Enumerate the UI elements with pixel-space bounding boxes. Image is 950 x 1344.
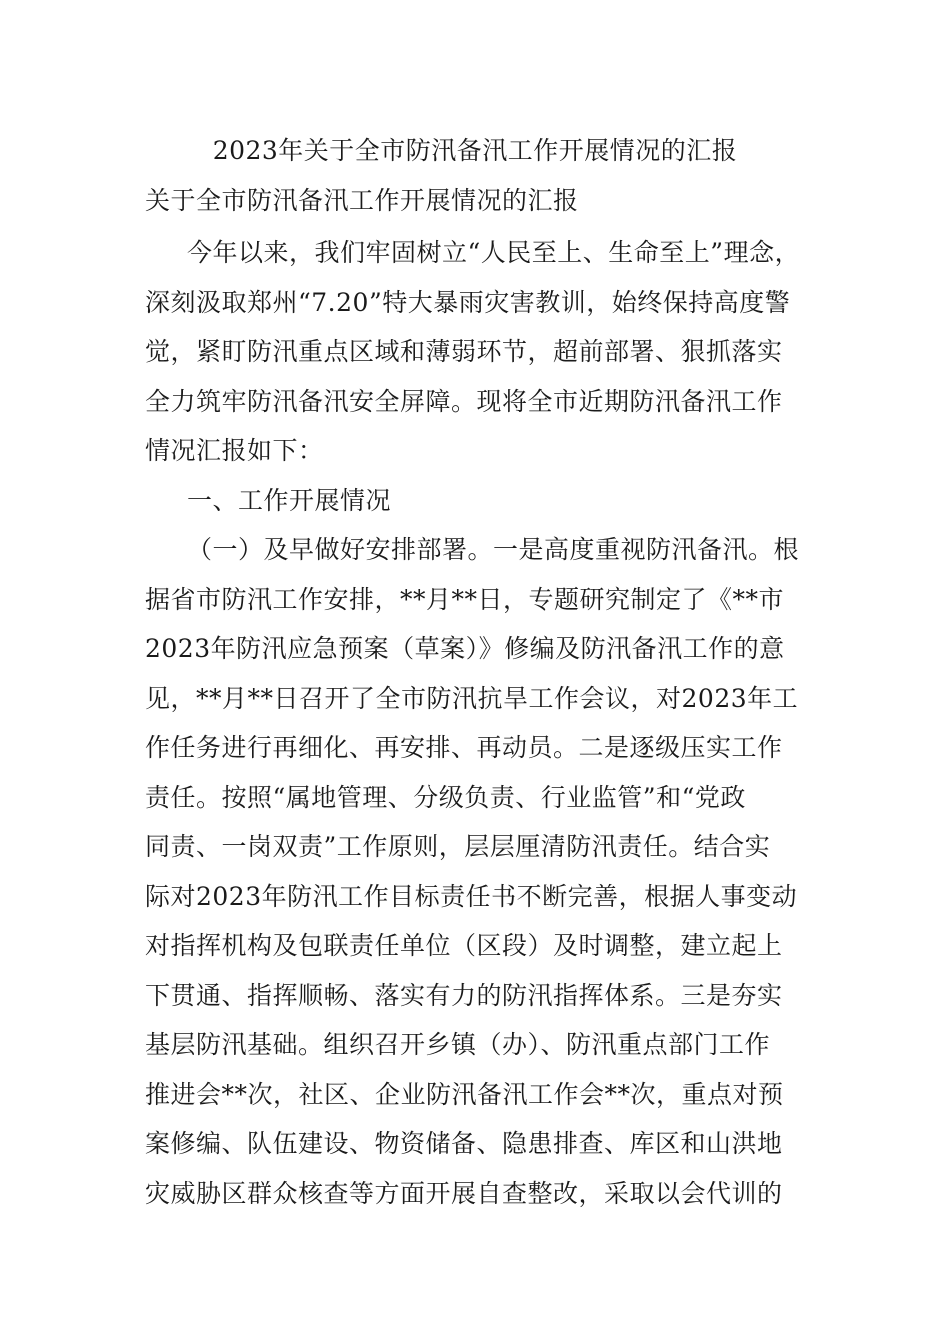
document-subtitle: 关于全市防汛备汛工作开展情况的汇报 [145,186,579,215]
text-line: 对指挥机构及包联责任单位（区段）及时调整，建立起上 [145,931,783,960]
text-line: 作任务进行再细化、再安排、再动员。二是逐级压实工作 [145,733,783,762]
text-line: 责任。按照“属地管理、分级负责、行业监管”和“党政 [145,782,746,812]
text-line: 今年以来，我们牢固树立“人民至上、生命至上”理念， [187,238,801,267]
text-line: 灾威胁区群众核查等方面开展自查整改，采取以会代训的 [145,1178,783,1208]
text-line: 同责、一岗双责”工作原则，层层厘清防汛责任。结合实 [145,832,771,861]
text-line: 基层防汛基础。组织召开乡镇（办）、防汛重点部门工作 [145,1030,771,1059]
text-line: 下贯通、指挥顺畅、落实有力的防汛指挥体系。三是夯实 [145,980,783,1010]
text-line: 一、工作开展情况 [187,485,392,515]
text-line: 际对2023年防汛工作目标责任书不断完善，根据人事变动 [145,881,798,911]
text-line: 案修编、队伍建设、物资储备、隐患排查、库区和山洪地 [145,1129,783,1158]
text-line: 深刻汲取郑州“7.20”特大暴雨灾害教训，始终保持高度警 [145,287,791,317]
text-line: 全力筑牢防汛备汛安全屏障。现将全市近期防汛备汛工作 [145,386,783,416]
text-line: 情况汇报如下： [145,436,324,465]
text-line: （一）及早做好安排部署。一是高度重视防汛备汛。根 [187,535,800,564]
text-line: 见，**月**日召开了全市防汛抗旱工作会议，对2023年工 [145,683,799,713]
text-line: 推进会**次，社区、企业防汛备汛工作会**次，重点对预 [145,1079,784,1109]
document-body [145,228,810,1218]
text-line: 2023年防汛应急预案（草案）》修编及防汛备汛工作的意 [145,634,785,663]
text-line: 觉，紧盯防汛重点区域和薄弱环节，超前部署、狠抓落实 [145,337,783,366]
text-line: 据省市防汛工作安排，**月**日，专题研究制定了《**市 [145,584,785,614]
document-title: 2023年关于全市防汛备汛工作开展情况的汇报 [212,136,738,165]
